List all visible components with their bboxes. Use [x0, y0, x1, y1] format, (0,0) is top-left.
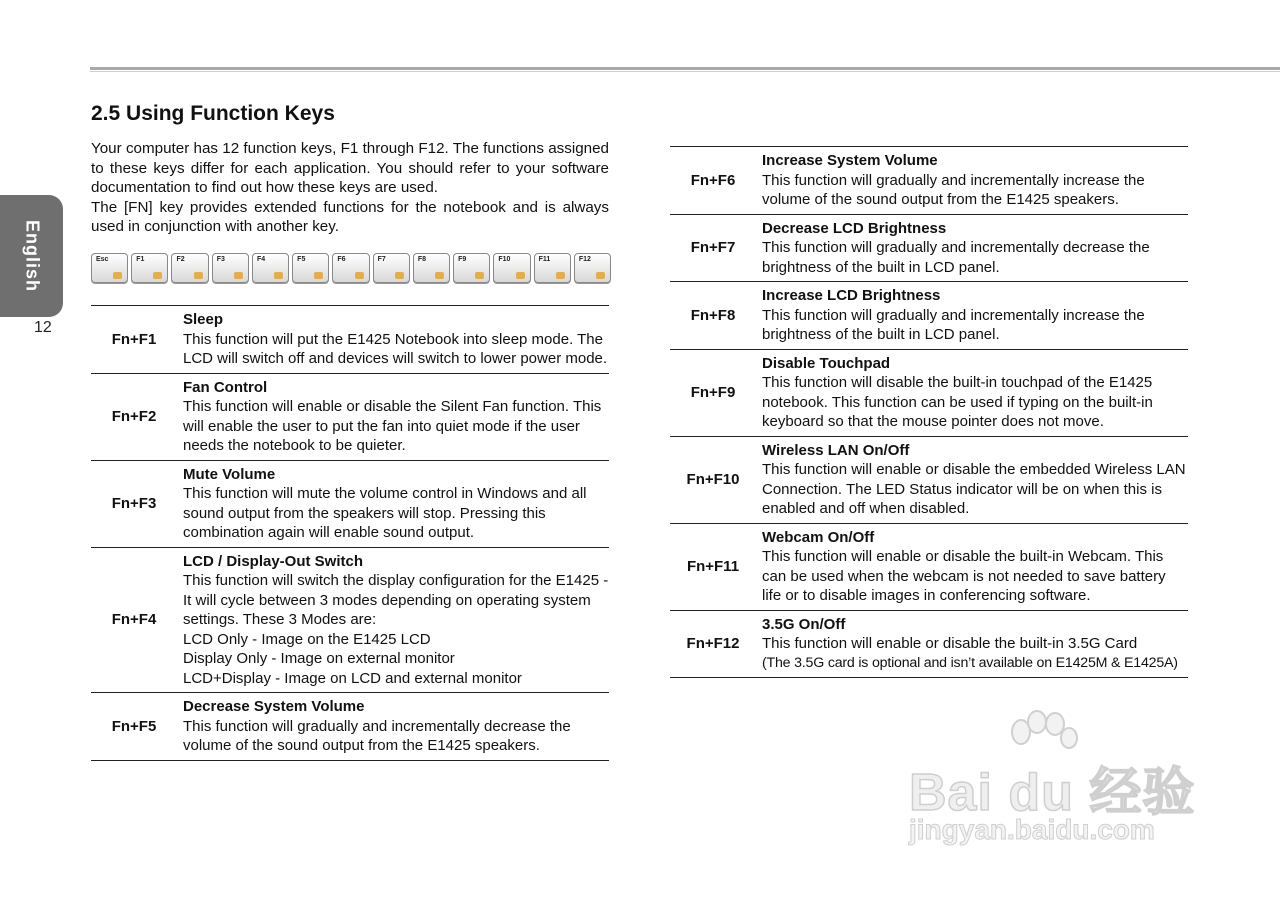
function-title: Increase System Volume: [762, 152, 938, 169]
section-title: 2.5 Using Function Keys: [91, 102, 335, 125]
keyboard-key: [91, 253, 128, 283]
key-label: F11: [538, 256, 551, 263]
keyboard-key: [453, 253, 490, 283]
paw-logo-icon: [1003, 710, 1083, 770]
key-function-icon: [113, 272, 122, 279]
key-combo: Fn+F7: [670, 214, 759, 282]
function-key-table-left: [91, 305, 609, 761]
key-label: F9: [458, 256, 467, 263]
key-description-cell: [180, 460, 609, 547]
language-tab-label: English: [22, 219, 42, 293]
function-title: Decrease LCD Brightness: [762, 219, 947, 237]
keyboard-key: [171, 253, 208, 283]
key-function-icon: [234, 272, 243, 279]
key-function-icon: [355, 272, 364, 279]
top-rule-secondary: [90, 71, 1280, 72]
function-key-row: [91, 460, 609, 547]
key-function-icon: [596, 272, 605, 279]
key-function-icon: [274, 272, 283, 279]
function-description: This function will put the E1425 Notebook into sleep mode. The LCD will switch off and devices will switch to lower power mode.: [183, 330, 608, 367]
keyboard-key: [413, 253, 450, 283]
keyboard-key: [574, 253, 611, 283]
function-title: Mute Volume: [183, 465, 276, 483]
key-combo: Fn+F6: [670, 147, 759, 215]
function-description: This function will gradually and incrementally decrease the volume of the sound output from the E1425 speakers.: [183, 717, 571, 754]
key-description-cell: [759, 214, 1188, 282]
key-description-cell: [180, 373, 609, 460]
key-description-cell: [759, 610, 1188, 678]
function-key-row: [670, 282, 1188, 350]
function-key-row: [670, 349, 1188, 436]
function-description: This function will disable the built-in touchpad of the E1425 notebook. This function can be used if typing on the built-in keyboard so that the mouse pointer does not move.: [762, 374, 1153, 430]
function-title: LCD / Display-Out Switch: [183, 552, 364, 570]
key-combo: Fn+F9: [670, 349, 759, 436]
language-tab: [0, 195, 63, 317]
key-function-icon: [435, 272, 444, 279]
key-function-icon: [516, 272, 525, 279]
intro-text: [91, 139, 609, 237]
key-function-icon: [194, 272, 203, 279]
function-key-row: [91, 693, 609, 761]
key-label: F7: [377, 256, 386, 263]
key-label: F4: [256, 256, 266, 263]
key-label: F2: [176, 256, 185, 263]
keyboard-key: [252, 253, 289, 283]
function-key-row: [670, 610, 1188, 678]
keyboard-key: [131, 253, 168, 283]
function-key-row: [670, 147, 1188, 215]
watermark-url: jingyan.baidu.com: [909, 814, 1155, 845]
key-label: F6: [337, 256, 346, 263]
key-function-icon: [153, 272, 162, 279]
function-key-row: [91, 547, 609, 693]
keyboard-key: [493, 253, 530, 283]
key-label: F1: [136, 256, 145, 263]
function-description: This function will gradually and incrementally increase the brightness of the built in LCD panel.: [762, 306, 1145, 343]
key-description-cell: [180, 547, 609, 693]
key-function-icon: [475, 272, 484, 279]
key-description-cell: [759, 436, 1188, 523]
key-combo: Fn+F2: [91, 373, 180, 460]
function-title: Disable Touchpad: [762, 354, 891, 372]
function-key-row: [670, 523, 1188, 610]
function-key-row: [91, 306, 609, 374]
page-number: 12: [34, 319, 52, 336]
keyboard-key: [212, 253, 249, 283]
function-title: Webcam On/Off: [762, 528, 875, 546]
function-description: This function will enable or disable the built-in 3.5G Card: [762, 635, 1138, 652]
key-description-cell: [180, 693, 609, 761]
intro-paragraph: The [FN] key provides extended functions for the notebook and is always used in conjunction with another key.: [91, 198, 609, 235]
key-label: F8: [417, 256, 427, 263]
keyboard-key: [534, 253, 571, 283]
watermark-logo-text: Bai du 经验: [909, 764, 1196, 822]
key-combo: Fn+F10: [670, 436, 759, 523]
function-description: This function will enable or disable the built-in Webcam. This can be used when the webcam is not needed to save battery life or to disable images in conferencing software.: [762, 548, 1166, 604]
keyboard-key: [373, 253, 410, 283]
function-key-row: [91, 373, 609, 460]
function-description: This function will gradually and incrementally increase the volume of the sound output from the E1425 speakers.: [762, 171, 1145, 208]
key-function-icon: [556, 272, 565, 279]
key-combo: Fn+F3: [91, 460, 180, 547]
key-description-cell: [759, 282, 1188, 350]
key-label: F5: [297, 256, 306, 263]
function-title: 3.5G On/Off: [762, 615, 846, 633]
key-function-icon: [395, 272, 404, 279]
key-description-cell: [759, 349, 1188, 436]
function-description: This function will switch the display configuration for the E1425 - It will cycle between 3 modes depending on operating system settings. These 3 Modes are: LCD Only - Image on the E1425 LCD Display Only - Image on external monitor LCD+Display - Image on LCD and external monitor: [183, 572, 609, 687]
key-combo: Fn+F12: [670, 610, 759, 678]
key-label: Esc: [96, 256, 109, 263]
function-title: Sleep: [183, 311, 224, 328]
function-description: This function will enable or disable the Silent Fan function. This will enable the user to put the fan into quiet mode if the user needs the notebook to be quieter.: [183, 398, 602, 454]
key-label: F3: [216, 256, 225, 263]
key-function-icon: [314, 272, 323, 279]
key-combo: Fn+F4: [91, 547, 180, 693]
function-description: This function will enable or disable the embedded Wireless LAN Connection. The LED Status indicator will be on when this is enabled and off when disabled.: [762, 461, 1186, 517]
key-description-cell: [759, 523, 1188, 610]
function-title: Wireless LAN On/Off: [762, 441, 910, 459]
keyboard-key: [332, 253, 369, 283]
function-note: (The 3.5G card is optional and isn’t available on E1425M & E1425A): [762, 654, 1178, 671]
function-title: Decrease System Volume: [183, 698, 365, 715]
key-combo: Fn+F8: [670, 282, 759, 350]
function-description: This function will gradually and incrementally decrease the brightness of the built in LCD panel.: [762, 239, 1150, 276]
keyboard-key: [292, 253, 329, 283]
key-combo: Fn+F5: [91, 693, 180, 761]
key-description-cell: [759, 147, 1188, 215]
function-key-strip: [91, 253, 611, 283]
key-combo: Fn+F1: [91, 306, 180, 374]
top-rule: [90, 67, 1280, 70]
function-key-row: [670, 214, 1188, 282]
key-combo: Fn+F11: [670, 523, 759, 610]
function-title: Fan Control: [183, 378, 268, 396]
key-label: F10: [498, 256, 511, 263]
function-key-row: [670, 436, 1188, 523]
key-label: F12: [578, 256, 591, 263]
key-description-cell: [180, 306, 609, 374]
function-description: This function will mute the volume control in Windows and all sound output from the speakers will stop. Pressing this combination again will enable sound output.: [183, 485, 587, 541]
intro-paragraph: Your computer has 12 function keys, F1 through F12. The functions assigned to these keys differ for each application. You should refer to your software documentation to find out how these keys are used.: [91, 140, 609, 196]
watermark: [905, 710, 1205, 860]
function-key-table-right: [670, 146, 1188, 678]
function-title: Increase LCD Brightness: [762, 287, 941, 304]
